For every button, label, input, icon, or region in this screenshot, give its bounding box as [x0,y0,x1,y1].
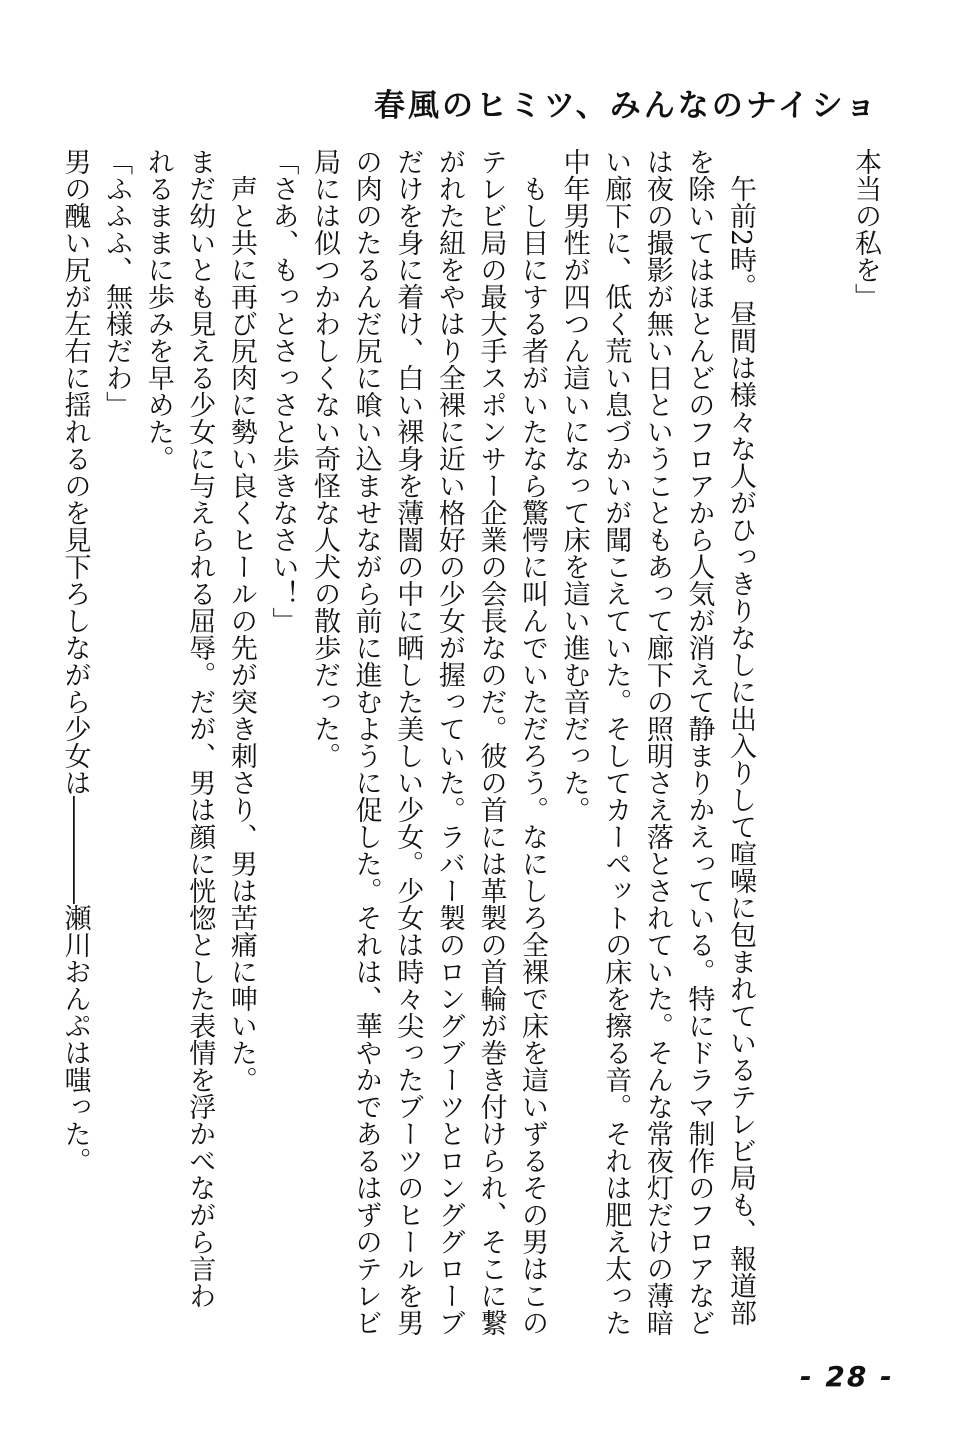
text-line: がれた紐をやはり全裸に近い格好の少女が握っていた。ラバー製のロングブーツとロンググローブ [433,148,465,1336]
text-line: は夜の撮影が無い日ということもあって廊下の照明さえ落とされていた。そんな常夜灯だけの薄暗 [641,148,673,1336]
text-line: もし目にする者がいたなら驚愕に叫んでいただろう。なにしろ全裸で床を這いずるその男はこの [517,148,549,1336]
text-line: 「ふふふ、無様だわ」 [101,148,133,418]
text-line: の肉のたるんだ尻に喰い込ませながら前に進むように促した。それは、華やかであるはずのテレビ [350,148,382,1336]
text-line: 男の醜い尻が左右に揺れるのを見下ろしながら少女は――――瀬川おんぷは嗤った。 [59,148,91,1174]
running-title: 春風のヒミツ、みんなのナイショ [373,88,879,124]
text-line: 午前2時。昼間は様々な人がひっきりなしに出入りして喧噪に包まれているテレビ局も、報道部 [725,148,756,1327]
text-line: れるままに歩みを早めた。 [142,148,174,472]
text-line: 声と共に再び尻肉に勢い良くヒールの先が突き刺さり、男は苦痛に呻いた。 [225,148,257,1093]
text-line: い廊下に、低く荒い息づかいが聞こえていた。そしてカーペットの床を擦る音。それは肥え太った [600,148,632,1336]
text-line: だけを身に着け、白い裸身を薄闇の中に晒した美しい少女。少女は時々尖ったブーツのヒールを男 [392,148,424,1336]
text-line: 中年男性が四つん這いになって床を這い進む音だった。 [558,148,590,823]
text-line: 局には似つかわしくない奇怪な人犬の散歩だった。 [309,148,341,769]
text-line: テレビ局の最大手スポンサー企業の会長なのだ。彼の首には革製の首輪が巻き付けられ、そこに繋 [475,148,507,1336]
text-line: を除いてはほとんどのフロアから人気が消えて静まりかえっている。特にドラマ制作のフロアなど [683,148,715,1336]
body-text [54,148,761,1408]
text-line: 「さあ、もっとさっさと歩きなさい！」 [267,148,299,634]
page-number: - 28 - [800,1360,894,1393]
text-line: まだ幼いとも見える少女に与えられる屈辱。だが、男は顔に恍惚とした表情を浮かべながら言わ [184,148,216,1309]
epigraph-line: 本当の私を」 [850,148,881,310]
